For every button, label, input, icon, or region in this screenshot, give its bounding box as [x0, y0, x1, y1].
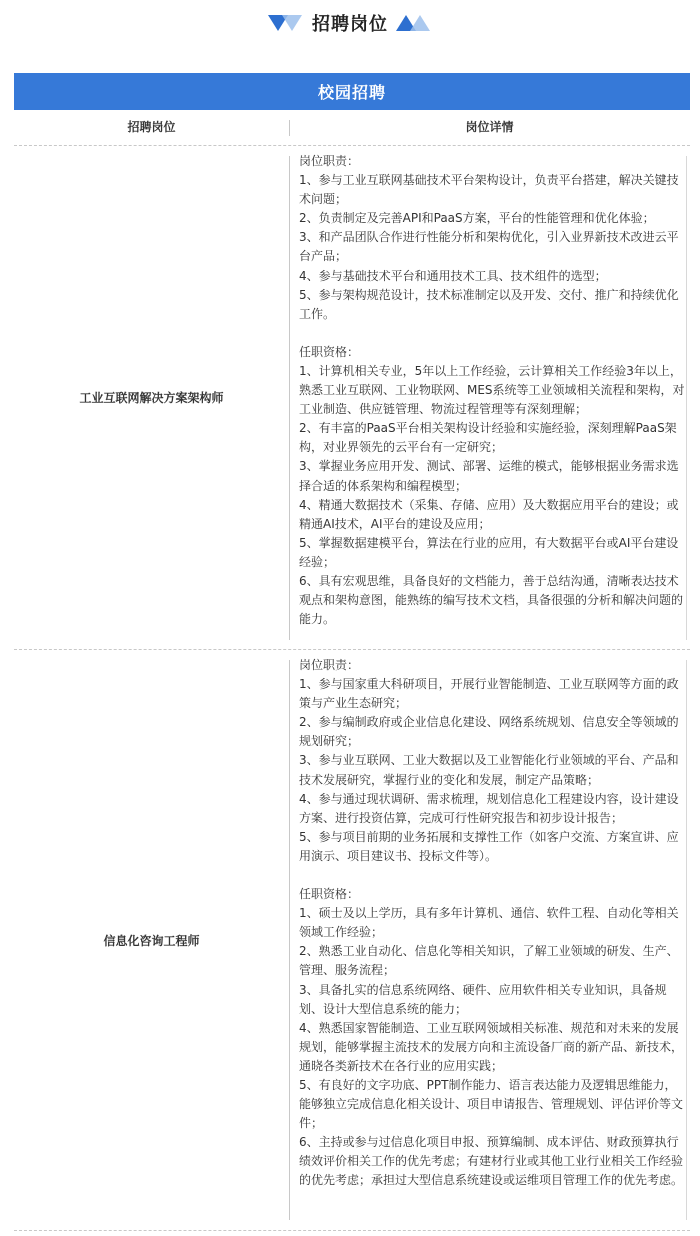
- requirement-item: 4、熟悉国家智能制造、工业互联网领域相关标准、规范和对未来的发展规划，能够掌握主流技术的发展方向和主流设备厂商的新产品、新技术，通晓各类新技术在各行业的应用实践；: [299, 1020, 684, 1073]
- job-title: 信息化咨询工程师: [103, 933, 200, 948]
- requirements-heading: 任职资格：: [299, 887, 360, 902]
- table-row: [14, 650, 690, 1230]
- row-divider-left: [289, 156, 290, 640]
- table-bottom-divider: [14, 1230, 690, 1231]
- requirements-heading: 任职资格：: [299, 344, 360, 359]
- requirement-item: 6、主持或参与过信息化项目申报、预算编制、成本评估、财政预算执行绩效评价相关工作的优先考虑；有建材行业或其他工业行业相关工作经验的优先考虑；承担过大型信息系统建设或运维项目管理工作的优先考虑。: [299, 1135, 684, 1188]
- duty-item: 2、负责制定及完善API和PaaS方案，平台的性能管理和优化体验；: [299, 211, 655, 226]
- duty-item: 4、参与基础技术平台和通用技术工具、技术组件的选型；: [299, 268, 607, 283]
- requirement-item: 6、具有宏观思维，具备良好的文档能力，善于总结沟通，清晰表达技术观点和架构意图，能熟练的编写技术文档，具备很强的分析和解决问题的能力。: [299, 573, 684, 627]
- duty-item: 5、参与项目前期的业务拓展和支撑性工作（如客户交流、方案宣讲、应用演示、项目建议书、投标文件等）。: [299, 829, 679, 863]
- duty-item: 3、和产品团队合作进行性能分析和架构优化，引入业界新技术改进云平台产品；: [299, 230, 679, 264]
- row-divider-left: [289, 660, 290, 1220]
- section-header: [0, 0, 700, 46]
- requirement-item: 5、掌握数据建模平台，算法在行业的应用，有大数据平台或AI平台建设经验；: [299, 535, 679, 569]
- job-detail: [299, 152, 685, 629]
- table-header: [14, 110, 690, 146]
- triangle-up-icon: [396, 13, 432, 33]
- duties-heading: 岗位职责：: [299, 154, 360, 168]
- table-row: [14, 146, 690, 650]
- campus-recruitment-banner: 校园招聘: [14, 73, 690, 110]
- duty-item: 4、参与通过现状调研、需求梳理，规划信息化工程建设内容，设计建设方案、进行投资估算，完成可行性研究报告和初步设计报告；: [299, 791, 679, 825]
- duty-item: 5、参与架构规范设计，技术标准制定以及开发、交付、推广和持续优化工作。: [299, 287, 679, 321]
- duty-item: 3、参与业互联网、工业大数据以及工业智能化行业领域的平台、产品和技术发展研究，掌握行业的变化和发展，制定产品策略；: [299, 753, 679, 787]
- requirement-item: 5、有良好的文字功底、PPT制作能力、语言表达能力及逻辑思维能力，能够独立完成信息化相关设计、项目申请报告、管理规划、评估评价等文件；: [299, 1077, 684, 1131]
- duty-item: 1、参与国家重大科研项目，开展行业智能制造、工业互联网等方面的政策与产业生态研究；: [299, 677, 679, 711]
- requirement-item: 3、掌握业务应用开发、测试、部署、运维的模式，能够根据业务需求选择合适的体系架构和编程模型；: [299, 459, 679, 493]
- job-title: 工业互联网解决方案架构师: [79, 391, 224, 405]
- requirement-item: 4、精通大数据技术（采集、存储、应用）及大数据应用平台的建设；或精通AI技术，AI平台的建设及应用；: [299, 497, 679, 531]
- row-divider-right: [686, 156, 687, 640]
- requirement-item: 1、计算机相关专业，5年以上工作经验，云计算相关工作经验3年以上，熟悉工业互联网、工业物联网、MES系统等工业领域相关流程和架构，对工业制造、供应链管理、物流过程管理等有深刻理解；: [299, 363, 685, 417]
- row-divider-right: [686, 660, 687, 1220]
- column-header-position: 招聘岗位: [127, 120, 176, 134]
- duty-item: 2、参与编制政府或企业信息化建设、网络系统规划、信息安全等领域的规划研究；: [299, 715, 679, 749]
- requirement-item: 2、熟悉工业自动化、信息化等相关知识，了解工业领域的研发、生产、管理、服务流程；: [299, 944, 679, 978]
- duty-item: 1、参与工业互联网基础技术平台架构设计，负责平台搭建，解决关键技术问题；: [299, 173, 679, 207]
- requirement-item: 1、硕士及以上学历，具有多年计算机、通信、软件工程、自动化等相关领域工作经验；: [299, 906, 679, 940]
- job-detail: [299, 656, 685, 1191]
- column-header-detail: 岗位详情: [465, 120, 514, 134]
- section-title: 招聘岗位: [312, 14, 388, 35]
- triangle-down-icon: [268, 13, 304, 33]
- requirement-item: 2、有丰富的PaaS平台相关架构设计经验和实施经验，深刻理解PaaS架构，对业界领先的云平台有一定研究；: [299, 421, 677, 455]
- duties-heading: 岗位职责：: [299, 658, 360, 672]
- requirement-item: 3、具备扎实的信息系统网络、硬件、应用软件相关专业知识，具备规划、设计大型信息系统的能力；: [299, 982, 667, 1016]
